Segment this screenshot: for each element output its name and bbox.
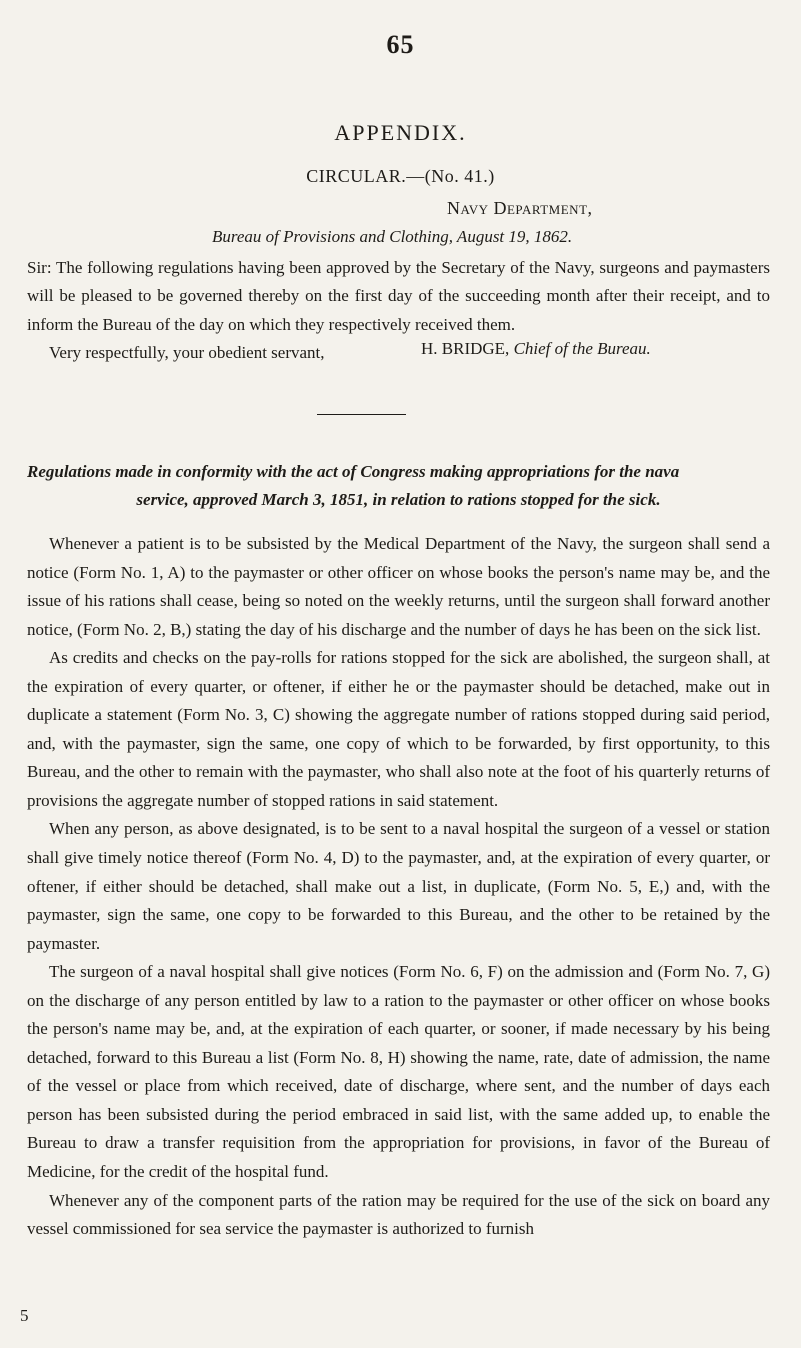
section-divider xyxy=(317,414,406,415)
page-number: 65 xyxy=(386,30,415,59)
appendix-title: APPENDIX. xyxy=(334,120,467,145)
circular-title: CIRCULAR.—(No. 41.) xyxy=(306,166,495,186)
regulation-paragraph: The surgeon of a naval hospital shall give notices (Form No. 6, F) on the admission and (Form No. 7, G) on the discharge of any person entitled by law to a ration to the paymaster or other officer on whose books the person's name may be, and, at the expiration of each quarter, or sooner, if made necessary by his being detached, forward to this Bureau a list (Form No. 8, H) showing the name, rate, date of admission, the name of the vessel or place from which received, date of discharge, where sent, and the number of days each person has been subsisted during the period embraced in said list, with the same added up, to enable the Bureau to draw a transfer requisition from the appropriation for provisions, in favor of the Bureau of Medicine, for the credit of the hospital fund. xyxy=(27,962,770,1182)
bureau-dateline: Bureau of Provisions and Clothing, August 19, 1862. xyxy=(212,227,573,246)
regulations-heading xyxy=(27,458,770,514)
letter-closing: Very respectfully, your obedient servant, xyxy=(49,342,325,362)
regulation-paragraph: As credits and checks on the pay-rolls for rations stopped for the sick are abolished, the surgeon shall, at the expiration of every quarter, or oftener, if either he or the paymaster should be detached, make out in duplicate a statement (Form No. 3, C) showing the aggregate number of rations stopped during said period, and, with the paymaster, sign the same, one copy of which to be forwarded, by first opportunity, to this Bureau, and the other to remain with the paymaster, who shall also note at the foot of his quarterly returns of provisions the aggregate number of stopped rations in said statement. xyxy=(27,648,770,810)
signature-title: Chief of the Bureau. xyxy=(513,339,651,358)
signature-name: H. BRIDGE, xyxy=(421,339,510,358)
regulation-paragraph: Whenever a patient is to be subsisted by the Medical Department of the Navy, the surgeon shall send a notice (Form No. 1, A) to the paymaster or other officer on whose books the person's name may be, and the issue of his rations shall cease, being so noted on the weekly returns, until the surgeon shall forward another notice, (Form No. 2, B,) stating the day of his discharge and the number of days he has been on the sick list. xyxy=(27,534,770,639)
regulations-body xyxy=(27,530,770,1244)
regulations-heading-line2: service, approved March 3, 1851, in relation to rations stopped for the sick. xyxy=(136,490,661,509)
department-name: Navy Department, xyxy=(447,198,593,218)
regulations-heading-line1: Regulations made in conformity with the act of Congress making appropriations for the nava xyxy=(27,462,680,481)
regulation-paragraph: Whenever any of the component parts of the ration may be required for the use of the sick on board any vessel commissioned for sea service the paymaster is authorized to furnish xyxy=(27,1190,770,1239)
printer-signature-mark: 5 xyxy=(20,1306,29,1325)
regulation-paragraph: When any person, as above designated, is to be sent to a naval hospital the surgeon of a vessel or station shall give timely notice thereof (Form No. 4, D) to the paymaster, and, at the expiration of every quarter, or oftener, if either should be detached, shall make out a list, in duplicate, (Form No. 5, E,) and, with the paymaster, sign the same, one copy to be forwarded to this Bureau, and the other to be retained by the paymaster. xyxy=(27,819,770,953)
circular-letter xyxy=(27,254,770,367)
signature-block xyxy=(421,339,651,359)
letter-body: Sir: The following regulations having been approved by the Secretary of the Navy, surgeons and paymasters will be pleased to be governed thereby on the first day of the succeeding month after their receipt, and to inform the Bureau of the day on which they respectively received them. xyxy=(27,258,770,334)
